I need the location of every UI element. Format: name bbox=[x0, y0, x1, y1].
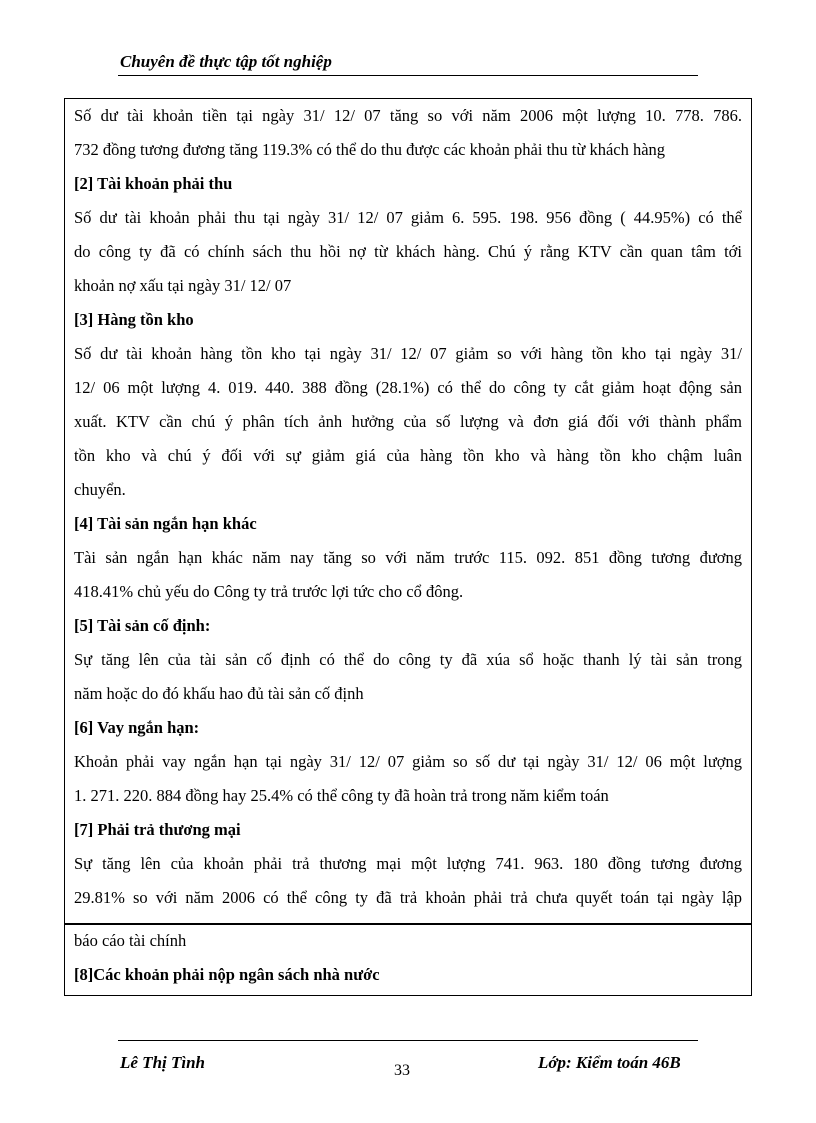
text-line: 12/ 06 một lượng 4. 019. 440. 388 đồng (28.1%) có thể do công ty cắt giảm hoạt động sản bbox=[74, 378, 742, 397]
text-line: Số dư tài khoản phải thu tại ngày 31/ 12/ 07 giảm 6. 595. 198. 956 đồng ( 44.95%) có thể bbox=[74, 208, 742, 227]
text-line: Tài sản ngắn hạn khác năm nay tăng so với năm trước 115. 092. 851 đồng tương đương bbox=[74, 548, 742, 567]
text-line: 732 đồng tương đương tăng 119.3% có thể do thu được các khoản phải thu từ khách hàng bbox=[74, 140, 666, 159]
content-box-main bbox=[64, 98, 752, 924]
header-divider bbox=[118, 75, 698, 76]
section-heading: [7] Phải trả thương mại bbox=[74, 820, 241, 839]
page-header-title: Chuyên đề thực tập tốt nghiệp bbox=[120, 52, 332, 71]
text-line: khoản nợ xấu tại ngày 31/ 12/ 07 bbox=[74, 276, 292, 295]
footer-class-label: Lớp: Kiểm toán 46B bbox=[538, 1053, 681, 1072]
text-line: do công ty đã có chính sách thu hồi nợ từ khách hàng. Chú ý rằng KTV cần quan tâm tới bbox=[74, 242, 742, 261]
text-line: 418.41% chủ yếu do Công ty trả trước lợi tức cho cổ đông. bbox=[74, 582, 464, 601]
footer-author: Lê Thị Tình bbox=[120, 1053, 206, 1072]
section-heading: [4] Tài sản ngắn hạn khác bbox=[74, 514, 257, 533]
text-line: Khoản phải vay ngắn hạn tại ngày 31/ 12/ 07 giảm so số dư tại ngày 31/ 12/ 06 một lượng bbox=[74, 752, 742, 771]
text-line: Số dư tài khoản hàng tồn kho tại ngày 31/ 12/ 07 giảm so với hàng tồn kho tại ngày 31/ bbox=[74, 344, 742, 363]
section-heading: [6] Vay ngắn hạn: bbox=[74, 718, 200, 737]
footer-divider bbox=[118, 1040, 698, 1041]
text-line: 1. 271. 220. 884 đồng hay 25.4% có thể công ty đã hoàn trả trong năm kiểm toán bbox=[74, 786, 609, 805]
text-line: Sự tăng lên của khoản phải trả thương mại một lượng 741. 963. 180 đồng tương đương bbox=[74, 854, 742, 873]
text-line: năm hoặc do đó khấu hao đủ tài sản cố định bbox=[74, 684, 364, 703]
text-line: tồn kho và chú ý đối với sự giảm giá của hàng tồn kho và hàng tồn kho chậm luân bbox=[74, 446, 742, 465]
section-heading: [3] Hàng tồn kho bbox=[74, 310, 194, 329]
text-line: chuyển. bbox=[74, 480, 126, 499]
text-line: Số dư tài khoản tiền tại ngày 31/ 12/ 07 tăng so với năm 2006 một lượng 10. 778. 786. bbox=[74, 106, 742, 125]
section-heading: [8]Các khoản phải nộp ngân sách nhà nước bbox=[74, 965, 380, 984]
text-line: xuất. KTV cần chú ý phân tích ảnh hưởng của số lượng và đơn giá đối với thành phẩm bbox=[74, 412, 742, 431]
text-line: 29.81% so với năm 2006 có thể công ty đã trả khoản phải trả chưa quyết toán tại ngày lập bbox=[74, 888, 742, 907]
text-line: Sự tăng lên của tài sản cố định có thể do công ty đã xúa sổ hoặc thanh lý tài sản trong bbox=[74, 650, 742, 669]
section-heading: [2] Tài khoản phải thu bbox=[74, 174, 233, 193]
text-line: báo cáo tài chính bbox=[74, 931, 187, 950]
section-heading: [5] Tài sản cố định: bbox=[74, 616, 211, 635]
content-box-continued bbox=[64, 924, 752, 996]
page-number: 33 bbox=[394, 1062, 410, 1079]
